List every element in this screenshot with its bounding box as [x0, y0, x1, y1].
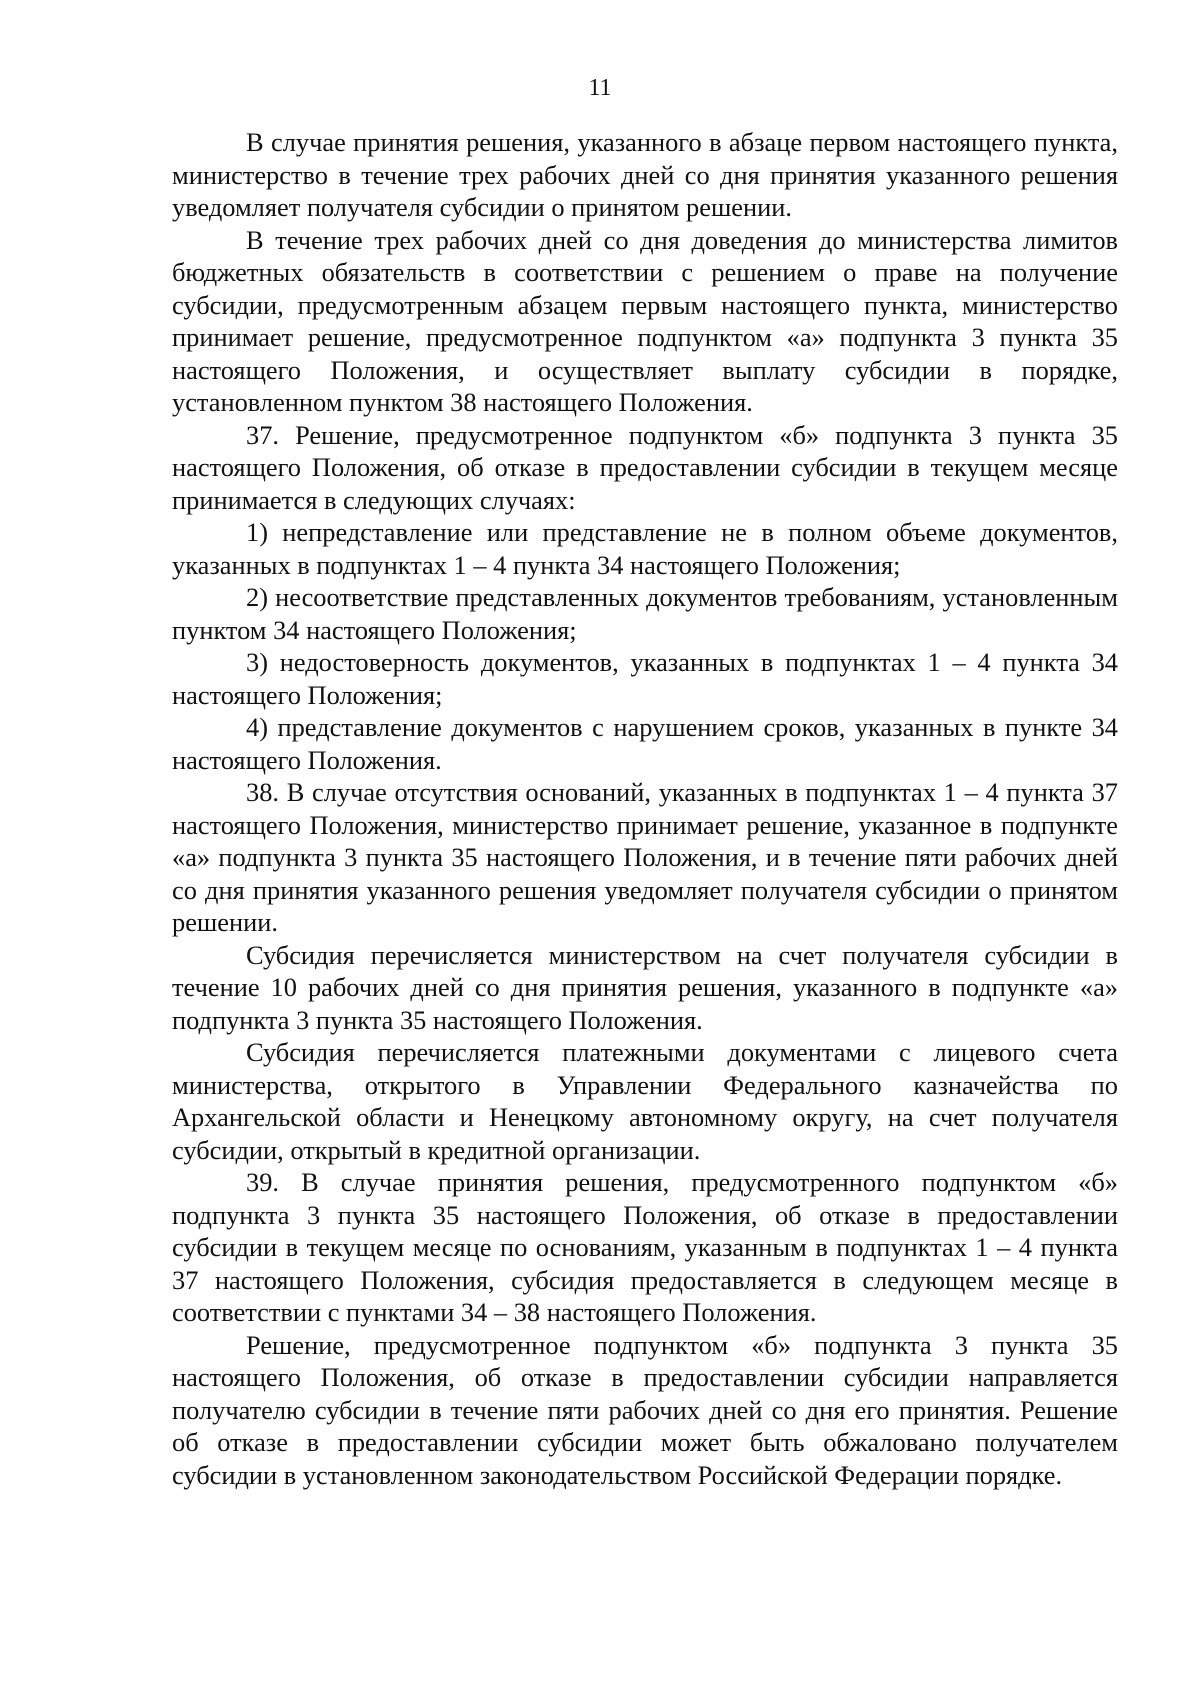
- paragraph-37-item-4: 4) представление документов с нарушением сроков, указанных в пункте 34 настоящего Положения.: [172, 712, 1118, 775]
- paragraph-37: 37. Решение, предусмотренное подпунктом «б» подпункта 3 пункта 35 настоящего Положения, об отказе в предоставлении субсидии в текущем месяце принимается в следующих случаях:: [172, 419, 1118, 515]
- paragraph-39: 39. В случае принятия решения, предусмотренного подпунктом «б» подпункта 3 пункта 35 настоящего Положения, об отказе в предоставлении субсидии в текущем месяце по основаниям, указанным в подпунктах 1 – 4 пункта 37 настоящего Положения, субсидия предоставляется в следующем месяце в соответствии с пунктами 34 – 38 настоящего Положения.: [172, 1167, 1118, 1327]
- paragraph-subsidy-transfer: Субсидия перечисляется министерством на счет получателя субсидии в течение 10 рабочих дней со дня принятия решения, указанного в подпункте «а» подпункта 3 пункта 35 настоящего Положения.: [172, 939, 1118, 1035]
- paragraph-37-item-1: 1) непредставление или представление не в полном объеме документов, указанных в подпунктах 1 – 4 пункта 34 настоящего Положения;: [172, 517, 1118, 580]
- paragraph-38: 38. В случае отсутствия оснований, указанных в подпунктах 1 – 4 пункта 37 настоящего Положения, министерство принимает решение, указанное в подпункте «а» подпункта 3 пункта 35 настоящего Положения, и в течение пяти рабочих дней со дня принятия указанного решения уведомляет получателя субсидии о принятом решении.: [172, 777, 1118, 937]
- document-body: [172, 126, 1118, 1491]
- paragraph-37-item-2: 2) несоответствие представленных документов требованиям, установленным пунктом 34 настоящего Положения;: [172, 582, 1118, 645]
- page-number: 11: [588, 75, 612, 101]
- paragraph-37-item-3: 3) недостоверность документов, указанных в подпунктах 1 – 4 пункта 34 настоящего Положения;: [172, 647, 1118, 710]
- paragraph-payment-documents: Субсидия перечисляется платежными документами с лицевого счета министерства, открытого в Управлении Федерального казначейства по Архангельской области и Ненецкому автономному округу, на счет получателя субсидии, открытый в кредитной организации.: [172, 1037, 1118, 1165]
- paragraph-appeal: Решение, предусмотренное подпунктом «б» подпункта 3 пункта 35 настоящего Положения, об отказе в предоставлении субсидии направляется получателю субсидии в течение пяти рабочих дней со дня его принятия. Решение об отказе в предоставлении субсидии может быть обжаловано получателем субсидии в установленном законодательством Российской Федерации порядке.: [172, 1329, 1118, 1490]
- paragraph-limits: В течение трех рабочих дней со дня доведения до министерства лимитов бюджетных обязательств в соответствии с решением о праве на получение субсидии, предусмотренным абзацем первым настоящего пункта, министерство принимает решение, предусмотренное подпунктом «а» подпункта 3 пункта 35 настоящего Положения, и осуществляет выплату субсидии в порядке, установленном пунктом 38 настоящего Положения.: [172, 224, 1118, 417]
- paragraph-notification: В случае принятия решения, указанного в абзаце первом настоящего пункта, министерство в течение трех рабочих дней со дня принятия указанного решения уведомляет получателя субсидии о принятом решении.: [172, 127, 1118, 222]
